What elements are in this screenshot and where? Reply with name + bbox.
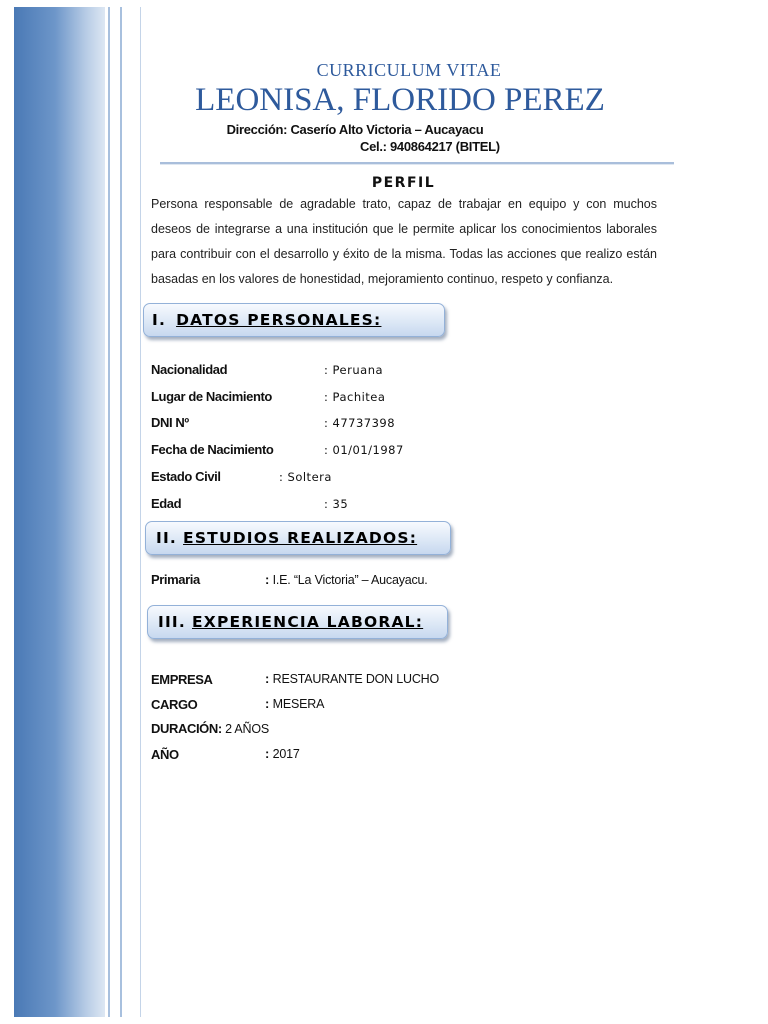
datos-row bbox=[151, 415, 189, 430]
field-value: : 01/01/1987 bbox=[324, 443, 404, 457]
header-divider bbox=[160, 162, 674, 165]
estudios-row bbox=[151, 572, 200, 587]
field-colon: : bbox=[265, 746, 270, 761]
field-value: : Soltera bbox=[279, 470, 332, 484]
experiencia-row bbox=[151, 672, 213, 687]
datos-row bbox=[151, 362, 227, 377]
section-number: III. bbox=[158, 613, 186, 631]
section-title: ESTUDIOS REALIZADOS: bbox=[183, 529, 418, 547]
field-value: : Peruana bbox=[324, 363, 384, 377]
phone: Cel.: 940864217 (BITEL) bbox=[360, 139, 500, 154]
field-label: Edad bbox=[151, 496, 182, 511]
datos-row bbox=[151, 389, 272, 404]
field-value: I.E. “La Victoria” – Aucayacu. bbox=[269, 573, 428, 587]
document-title: CURRICULUM VITAE bbox=[316, 60, 502, 80]
experiencia-row bbox=[151, 747, 179, 762]
field-value: 2017 bbox=[269, 747, 300, 761]
field-colon: : bbox=[265, 572, 270, 587]
field-value: RESTAURANTE DON LUCHO bbox=[269, 672, 440, 686]
field-label: Fecha de Nacimiento bbox=[151, 442, 274, 457]
field-label: DURACIÓN: bbox=[151, 721, 222, 736]
experiencia-row-value bbox=[265, 671, 439, 686]
field-value: : 47737398 bbox=[324, 416, 396, 430]
section-title: DATOS PERSONALES: bbox=[176, 311, 382, 329]
field-value: : Pachitea bbox=[324, 390, 386, 404]
datos-row bbox=[151, 442, 273, 457]
field-label: Nacionalidad bbox=[151, 362, 228, 377]
field-label: Lugar de Nacimiento bbox=[151, 389, 272, 404]
perfil-paragraph: Persona responsable de agradable trato, capaz de trabajar en equipo y con muchos deseos de integrarse a una institución que le permite aplicar los conocimientos laborales para contribuir con el desarrollo y éxito de la misma. Todas las acciones que realizo están basadas en los valores de honestidad, mejoramiento continuo, respeto y confianza. bbox=[151, 197, 657, 286]
field-label: DNI Nº bbox=[151, 415, 189, 430]
address: Dirección: Caserío Alto Victoria – Aucayacu bbox=[226, 122, 484, 137]
experiencia-row-value bbox=[265, 746, 300, 761]
field-label: Primaria bbox=[151, 572, 200, 587]
datos-row bbox=[151, 496, 181, 511]
field-value: : 35 bbox=[324, 497, 349, 511]
section-title: EXPERIENCIA LABORAL: bbox=[192, 613, 424, 631]
section-number: II. bbox=[156, 529, 178, 547]
decorative-line bbox=[120, 7, 122, 1017]
field-label: Estado Civil bbox=[151, 469, 221, 484]
field-label: CARGO bbox=[151, 697, 198, 712]
estudios-row-value bbox=[265, 572, 428, 587]
field-colon: : bbox=[265, 696, 270, 711]
field-colon: : bbox=[265, 671, 270, 686]
experiencia-row bbox=[151, 697, 197, 712]
experiencia-row bbox=[151, 721, 269, 736]
section-header-datos-personales bbox=[143, 303, 445, 337]
perfil-heading: PERFIL bbox=[371, 175, 436, 191]
section-header-estudios bbox=[145, 521, 451, 555]
field-label: AÑO bbox=[151, 747, 179, 762]
section-number: I. bbox=[152, 311, 167, 329]
field-value: MESERA bbox=[269, 697, 325, 711]
person-name: LEONISA, FLORIDO PEREZ bbox=[195, 82, 605, 118]
decorative-side-band bbox=[14, 7, 105, 1017]
section-header-experiencia bbox=[147, 605, 448, 639]
experiencia-row-value bbox=[265, 696, 324, 711]
field-label: EMPRESA bbox=[151, 672, 213, 687]
decorative-line bbox=[140, 7, 141, 1017]
datos-row bbox=[151, 469, 221, 484]
field-value: 2 AÑOS bbox=[221, 722, 270, 736]
decorative-line bbox=[108, 7, 110, 1017]
